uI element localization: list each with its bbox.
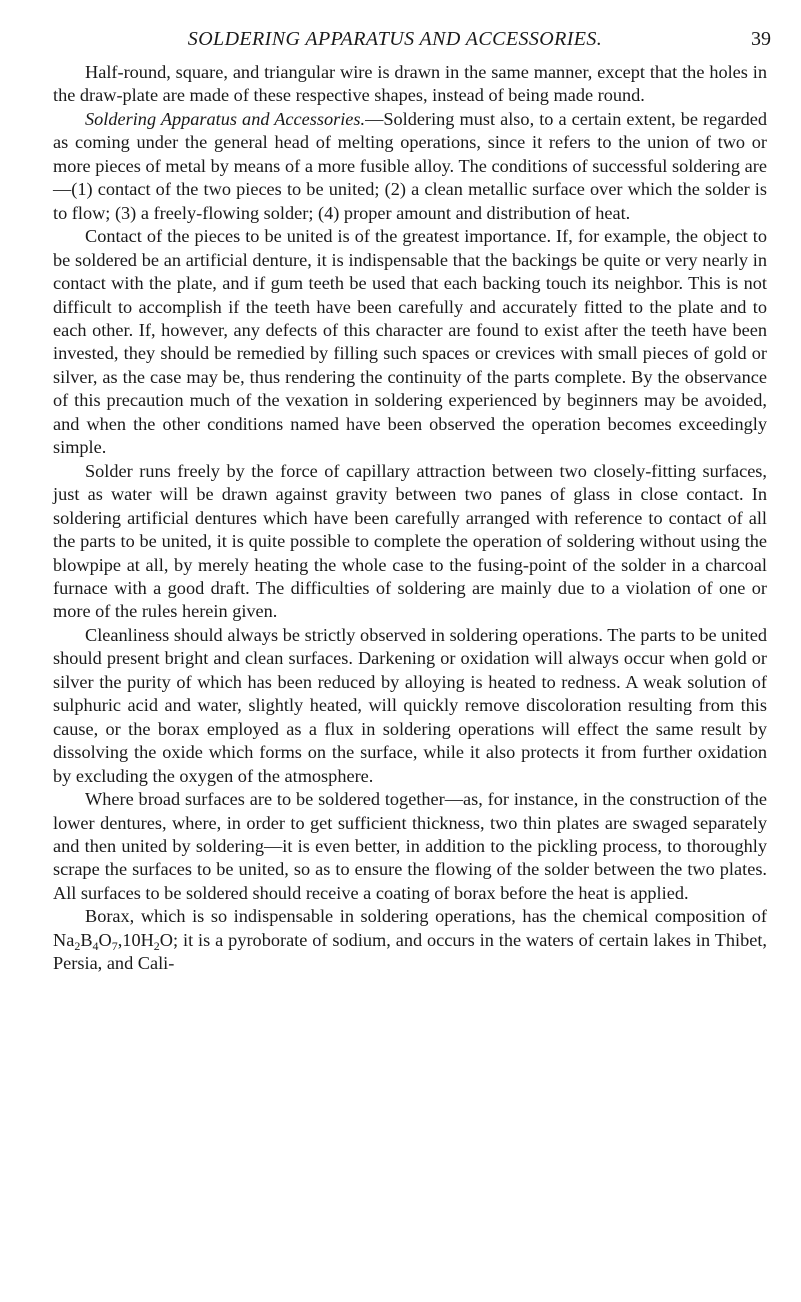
formula-subscript: 4 [92,938,99,953]
paragraph-capillary: Solder runs freely by the force of capillary attraction between two closely-fitting surfaces, just as water will be drawn against gravity between two panes of glass in close contact. In soldering artificial dentures which have been carefully arranged with reference to contact of all the parts to be united, it is quite possible to complete the operation of soldering without using the blowpipe at all, by merely heating the whole case to the fusing-point of the solder in a charcoal furnace with a good draft. The difficulties of soldering are mainly due to a violation of one or more of the rules herein given. [53,460,767,622]
formula-subscript: 7 [111,938,118,953]
paragraph-borax [53,905,767,975]
paragraph-text: —Soldering must also, to a certain extent, be regarded as coming under the general head of melting operations, since it refers to the union of two or more pieces of metal by means of a more fusible alloy. The conditions of successful soldering are—(1) contact of the two pieces to be united; (2) a clean metallic surface over which the solder is to flow; (3) a freely-flowing solder; (4) proper amount and distribution of heat. [53,108,767,223]
formula-part: ,10H [117,929,154,950]
paragraph-soldering-intro [53,108,767,225]
formula-part: B [80,929,93,950]
paragraph-cleanliness: Cleanliness should always be strictly observed in soldering operations. The parts to be united should present bright and clean surfaces. Darkening or oxidation will always occur when gold or silver the purity of which has been reduced by alloying is heated to redness. A weak solution of sulphuric acid and water, slightly heated, will quickly remove discoloration resulting from this cause, or the borax employed as a flux in soldering operations will effect the same result by dissolving the oxide which forms on the surface, while it also protects it from further oxidation by excluding the oxygen of the atmosphere. [53,624,767,786]
formula-subscript: 2 [74,938,81,953]
formula-part: O [98,929,112,950]
paragraph-broad-surfaces: Where broad surfaces are to be soldered together—as, for instance, in the construction of the lower dentures, where, in order to get sufficient thickness, two thin plates are swaged separately and then united by soldering—it is even better, in addition to the pickling process, to thoroughly scrape the surfaces to be united, so as to ensure the flowing of the solder between the two plates. All surfaces to be soldered should receive a coating of borax before the heat is applied. [53,789,767,903]
section-heading: Soldering Apparatus and Accessories. [85,108,366,129]
paragraph-contact: Contact of the pieces to be united is of the greatest importance. If, for example, the object to be soldered be an artificial denture, it is indispensable that the backings be quite or very nearly in contact with the plate, and if gum teeth be used that each backing touch its neighbor. This is not difficult to accomplish if the teeth have been carefully and accurately fitted to the plate and to each other. If, however, any defects of this character are found to exist after the teeth have been invested, they should be remedied by filling such spaces or crevices with small pieces of gold or silver, as the case may be, thus rendering the continuity of the parts complete. By the observance of this precaution much of the vexation in soldering experienced by beginners may be avoided, and when the other conditions named have been observed the operation becomes exceedingly simple. [53,226,767,458]
page-header [0,28,801,56]
formula-subscript: 2 [153,938,160,953]
formula-text-after: O; it is a pyroborate of sodium, and occurs in the waters of certain lakes in Thibet, Persia, and Cali- [53,929,767,974]
body-text [53,61,767,976]
formula-text-before: Borax, which is so indispensable in soldering operations, has the chemical composition of Na [53,906,767,950]
running-head: SOLDERING APPARATUS AND ACCESSORIES. [187,28,603,50]
page-number: 39 [751,28,771,50]
paragraph-wire-drawing: Half-round, square, and triangular wire is drawn in the same manner, except that the holes in the draw-plate are made of these respective shapes, instead of being made round. [53,62,767,106]
